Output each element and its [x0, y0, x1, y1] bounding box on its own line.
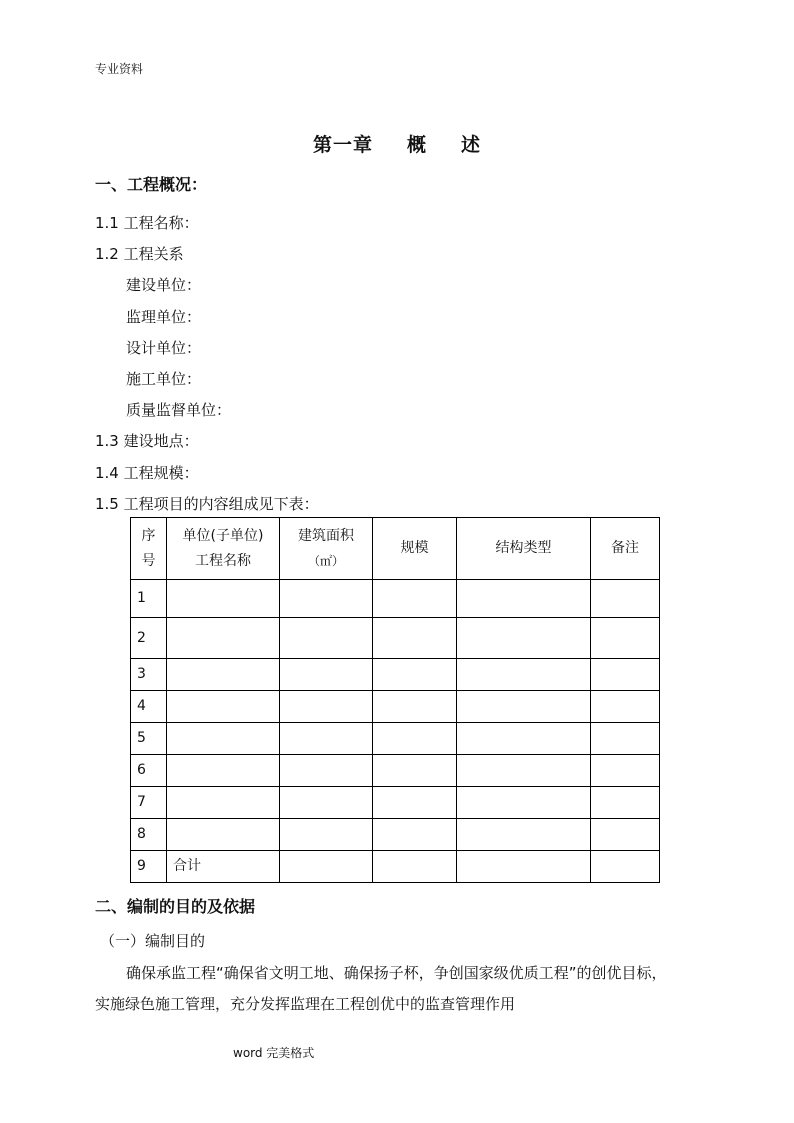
paragraph-line-1: 确保承监工程“确保省文明工地、确保扬子杯，争创国家级优质工程”的创优目标，: [126, 964, 667, 982]
cell: [591, 819, 660, 851]
item-1-4: 1.4 工程规模：: [95, 464, 199, 482]
cell: [167, 618, 280, 659]
section-1-heading: 一、工程概况：: [95, 175, 208, 194]
table-row: [131, 819, 660, 851]
cell: [591, 618, 660, 659]
cell: [591, 580, 660, 618]
row-seq: 7: [131, 787, 167, 819]
cell: [373, 787, 457, 819]
cell: [457, 580, 591, 618]
unit-contractor: 施工单位：: [126, 370, 202, 388]
cell: [280, 819, 373, 851]
row-seq: 3: [131, 659, 167, 691]
cell: [591, 691, 660, 723]
cell: [457, 755, 591, 787]
footer-note: word 完美格式: [233, 1046, 315, 1060]
cell: [280, 659, 373, 691]
cell: [591, 723, 660, 755]
cell: [373, 691, 457, 723]
header-seq: 序 号: [131, 518, 167, 580]
cell: [167, 723, 280, 755]
subsection-purpose: （一）编制目的: [100, 932, 206, 950]
cell: [167, 691, 280, 723]
cell: [373, 723, 457, 755]
header-scale: 规模: [373, 518, 457, 580]
row-seq: 6: [131, 755, 167, 787]
header-area: 建筑面积 （㎡）: [280, 518, 373, 580]
cell: [373, 618, 457, 659]
item-1-5: 1.5 工程项目的内容组成见下表：: [95, 495, 319, 513]
cell: [280, 851, 373, 883]
cell: [373, 819, 457, 851]
total-label: 合计: [167, 851, 280, 883]
item-1-2: 1.2 工程关系: [95, 245, 184, 263]
cell: [280, 787, 373, 819]
cell: [373, 659, 457, 691]
cell: [457, 659, 591, 691]
chapter-number: 第一章: [312, 134, 373, 156]
cell: [280, 723, 373, 755]
cell: [373, 755, 457, 787]
cell: [591, 659, 660, 691]
cell: [591, 851, 660, 883]
cell: [167, 755, 280, 787]
row-seq: 5: [131, 723, 167, 755]
table-row: [131, 723, 660, 755]
cell: [457, 618, 591, 659]
row-seq: 8: [131, 819, 167, 851]
chapter-title: [0, 130, 794, 157]
chapter-title-char-1: 概: [406, 134, 427, 156]
cell: [167, 787, 280, 819]
project-table: [130, 517, 660, 883]
cell: [167, 819, 280, 851]
cell: [373, 580, 457, 618]
table-row: [131, 580, 660, 618]
table-row: [131, 691, 660, 723]
cell: [167, 580, 280, 618]
table-row: [131, 787, 660, 819]
unit-quality-supervision: 质量监督单位：: [126, 401, 232, 419]
cell: [280, 691, 373, 723]
row-seq: 9: [131, 851, 167, 883]
item-1-3: 1.3 建设地点：: [95, 432, 199, 450]
cell: [280, 755, 373, 787]
cell: [167, 659, 280, 691]
header-structure: 结构类型: [457, 518, 591, 580]
section-2-heading: 二、编制的目的及依据: [95, 897, 256, 916]
cell: [457, 691, 591, 723]
cell: [591, 787, 660, 819]
cell: [457, 851, 591, 883]
item-1-1: 1.1 工程名称：: [95, 214, 199, 232]
cell: [591, 755, 660, 787]
table-row: [131, 618, 660, 659]
unit-design: 设计单位：: [126, 339, 202, 357]
unit-construction: 建设单位：: [126, 276, 202, 294]
cell: [457, 787, 591, 819]
paragraph-line-2: 实施绿色施工管理，充分发挥监理在工程创优中的监查管理作用: [95, 995, 516, 1013]
cell: [280, 618, 373, 659]
header-note: 专业资料: [95, 62, 144, 76]
table-row-total: [131, 851, 660, 883]
unit-supervision: 监理单位：: [126, 308, 202, 326]
row-seq: 2: [131, 618, 167, 659]
row-seq: 4: [131, 691, 167, 723]
cell: [280, 580, 373, 618]
chapter-title-char-2: 述: [461, 134, 482, 156]
header-remark: 备注: [591, 518, 660, 580]
cell: [373, 851, 457, 883]
table-header-row: [131, 518, 660, 580]
table-row: [131, 755, 660, 787]
cell: [457, 819, 591, 851]
cell: [457, 723, 591, 755]
row-seq: 1: [131, 580, 167, 618]
header-name: 单位(子单位) 工程名称: [167, 518, 280, 580]
table-row: [131, 659, 660, 691]
